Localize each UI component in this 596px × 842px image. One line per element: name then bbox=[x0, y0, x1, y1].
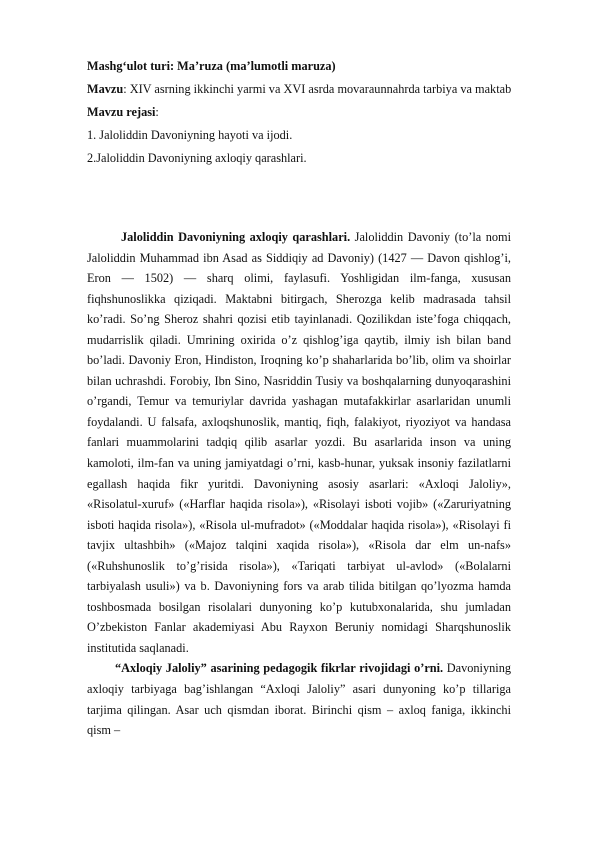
document-body bbox=[87, 227, 511, 741]
plan-item-2: 2.Jaloliddin Davoniyning axloqiy qarashlari. bbox=[87, 151, 307, 165]
paragraph-heading: Jaloliddin Davoniyning axloqiy qarashlari. bbox=[121, 230, 351, 244]
plan-colon: : bbox=[155, 105, 159, 119]
topic-value: : XIV asrning ikkinchi yarmi va XVI asrda movaraunnahrda tarbiya va maktab bbox=[123, 82, 512, 96]
lesson-type-value: Ma’ruza (ma’lumotli maruza) bbox=[174, 59, 336, 73]
plan-item-1: 1. Jaloliddin Davoniyning hayoti va ijodi. bbox=[87, 128, 293, 142]
paragraph-heading: “Axloqiy Jaloliy” asarining pedagogik fikrlar rivojidagi o’rni. bbox=[115, 661, 444, 676]
lesson-type-line bbox=[87, 58, 336, 74]
lesson-type-label: Mashg‘ulot turi: bbox=[87, 59, 175, 73]
paragraph-text: Davoniyning axloqiy tarbiyaga bag’ishlangan “Axloqi Jaloliy” asari dunyoning ko’p tillariga tarjima qilingan. Asar uch qismdan iborat. Birinchi qism – axloq faniga, ikkinchi qism – bbox=[87, 661, 511, 738]
paragraph-davoniy-views bbox=[87, 227, 511, 658]
plan-heading bbox=[87, 104, 159, 120]
paragraph-text: Jaloliddin Davoniy (to’la nomi Jaloliddin Muhammad ibn Asad as Siddiqiy ad Davoniy) (1427 — Davon qishlog’i, Eron — 1502) — sharq olimi, faylasufi. Yoshligidan ilm-fanga, xususan fiqhshunoslikka qiziqadi. Maktabni bitirgach, Sherozga kelib madrasada tahsil ko’radi. So’ng Sheroz shahri qozisi etib tayinlanadi. Qozilikdan iste’foga chiqqach, mudarrislik qiladi. Umrining oxirida o’z qishlog’iga qaytib, ilmiy ish bilan band bo’ladi. Davoniy Eron, Hindiston, Iroqning ko’p shaharlarida bo’lib, olim va shoirlar bilan uchrashdi. Forobiy, Ibn Sino, Nasriddin Tusiy va boshqalarning dunyoqarashini o’rgandi, Temur va temuriylar davrida yashagan mutafakkirlar asarlaridan unumli foydalandi. U falsafa, axloqshunoslik, mantiq, fiqh, falakiyot, riyoziyot va handasa fanlari muammolarini tadqiq qilib asarlar yozdi. Bu asarlarida inson va uning kamoloti, ilm-fan va uning jamiyatdagi o’rni, kasb-hunar, yuksak insoniy fazilatlarni egallash haqida fikr yuritdi. Davoniyning asosiy asarlari: «Axloqi Jaloliy», «Risolatul-xuruf» («Harflar haqida risola»), «Risolayi isboti vojib» («Zaruriyatning isboti haqida risola»), «Risola ul-mufradot» («Moddalar haqida risola»), «Risolayi fi tavjix ultashbih» («Majoz talqini xaqida risola»), «Risola dar elm un-nafs» («Ruhshunoslik to’g’risida risola»), «Tariqati tarbiyat ul-avlod» («Bolalarni tarbiyalash usuli») va b. Davoniyning fors va arab tilida bitilgan qo’lyozma hamda toshbosmada bosilgan risolalari dunyoning ko’p kutubxonalarida, shu jumladan O’zbekiston Fanlar akademiyasi Abu Rayxon Beruniy nomidagi Sharqshunoslik institutida saqlanadi. bbox=[87, 230, 511, 655]
topic-label: Mavzu bbox=[87, 82, 124, 96]
paragraph-axloqi-jaloliy bbox=[87, 658, 511, 740]
plan-label: Mavzu rejasi bbox=[87, 105, 156, 119]
topic-line bbox=[87, 81, 511, 97]
